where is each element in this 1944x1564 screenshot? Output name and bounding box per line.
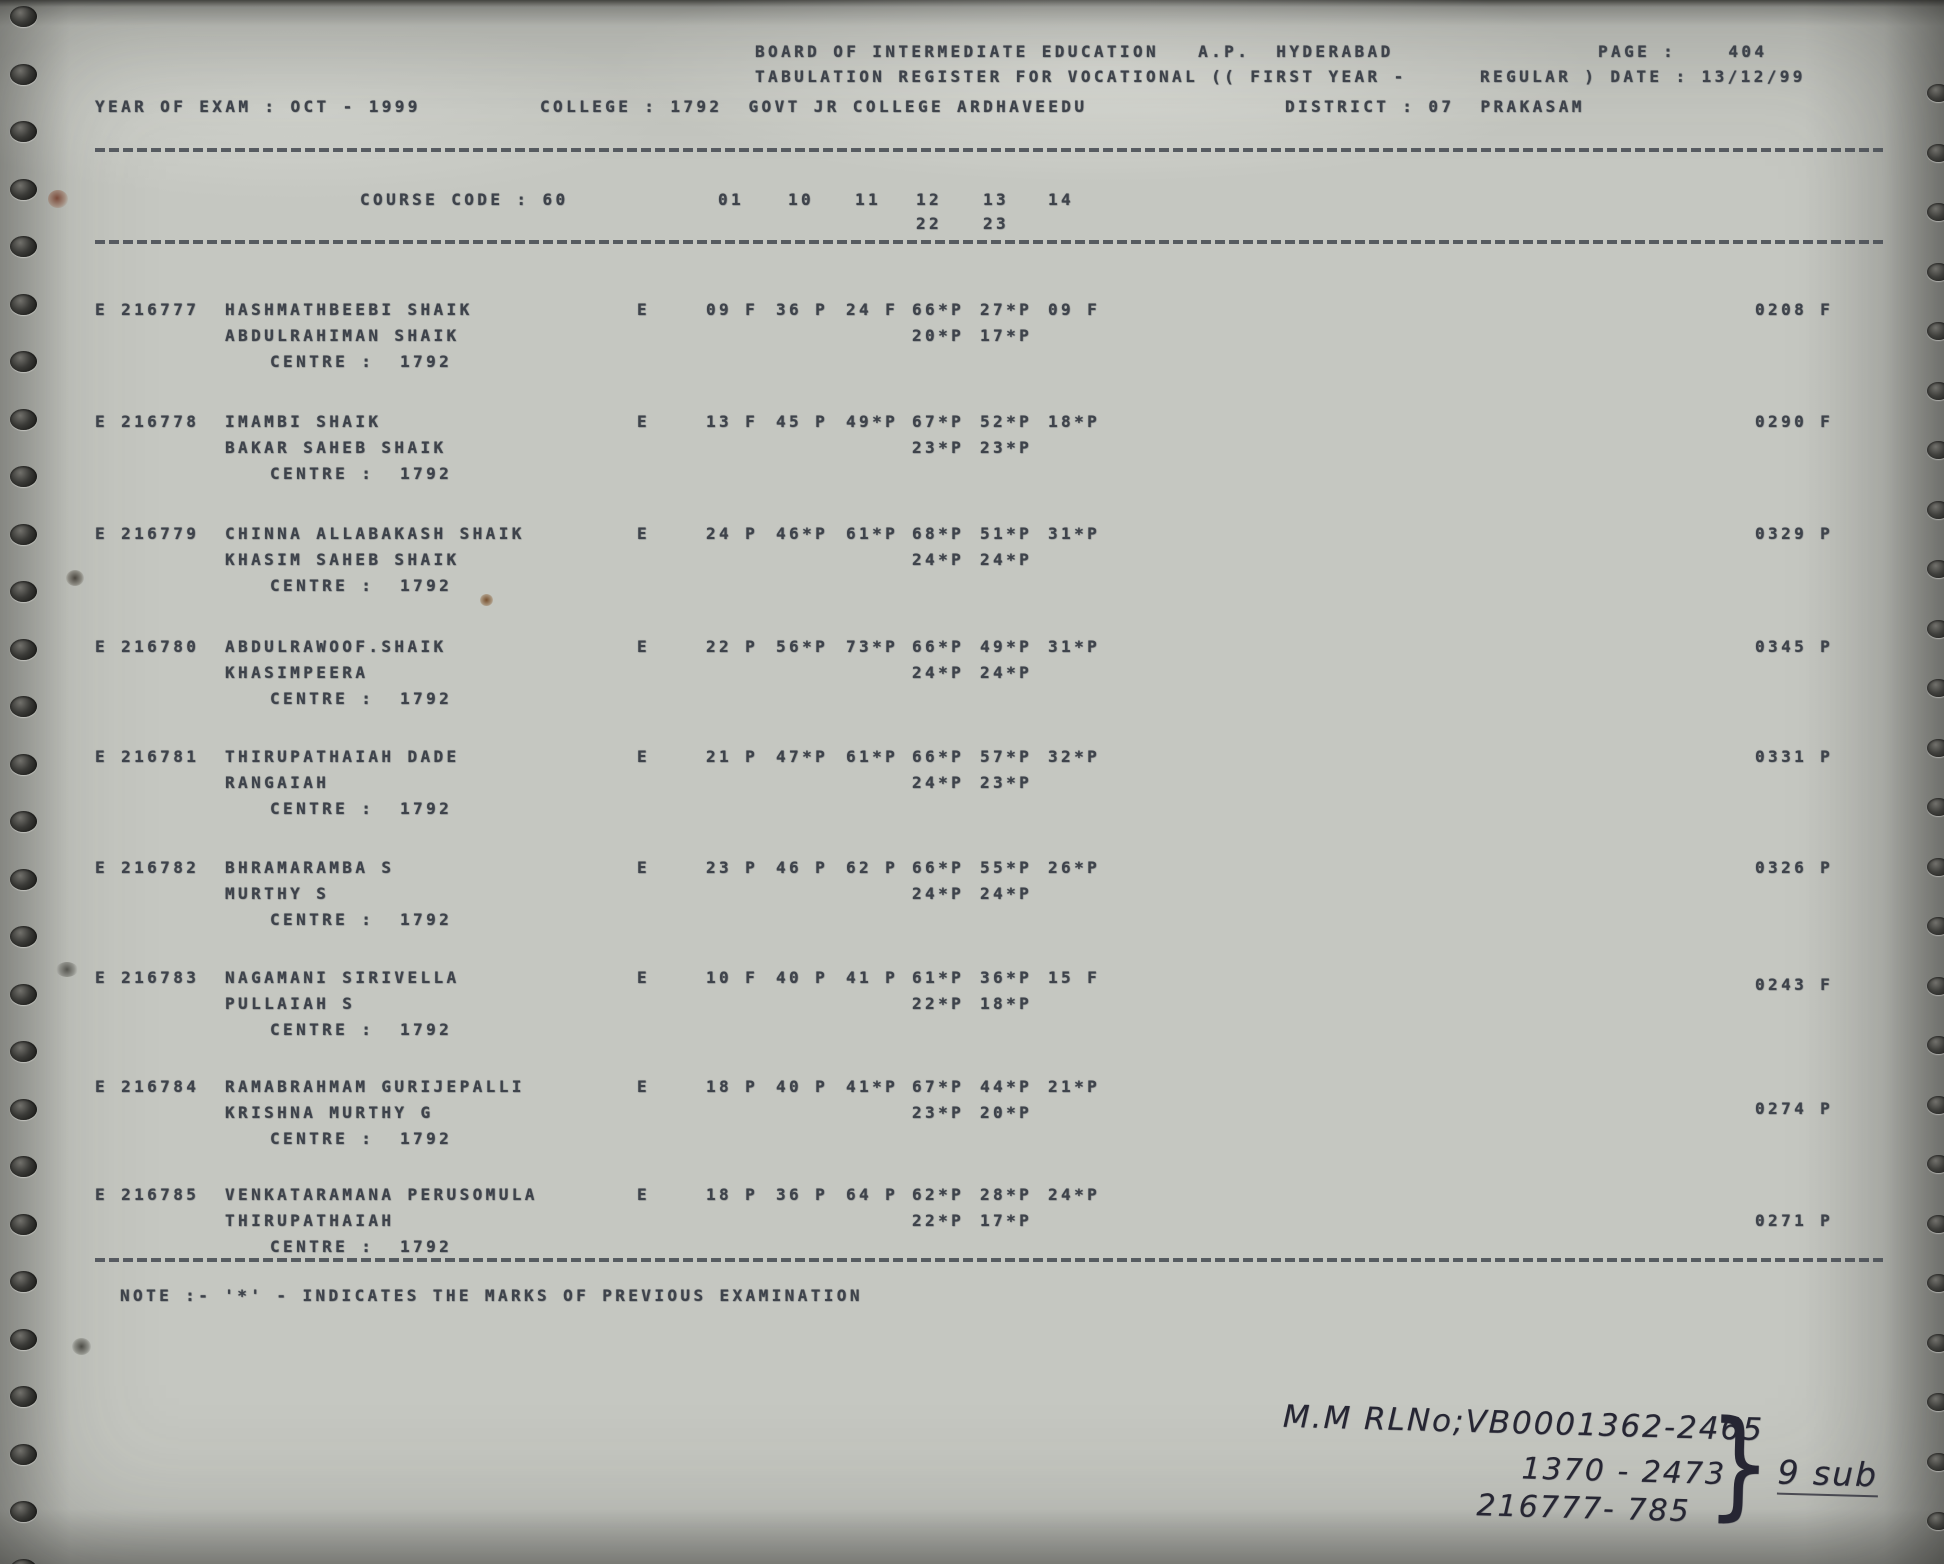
subject-mark: 66*P xyxy=(912,858,965,877)
binder-hole xyxy=(10,1041,37,1062)
binder-hole xyxy=(1927,1393,1944,1411)
subject-code: 01 xyxy=(718,190,745,209)
medium-code: E xyxy=(637,1185,651,1204)
subject-mark: 55*P xyxy=(980,858,1033,877)
handwriting-line-3: 216777- 785 xyxy=(1475,1488,1692,1530)
binder-hole xyxy=(10,696,37,717)
student-name: VENKATARAMANA PERUSOMULA xyxy=(225,1185,538,1204)
centre-code: 1792 xyxy=(400,1020,453,1039)
binder-hole xyxy=(10,351,37,372)
centre-code: 1792 xyxy=(400,799,453,818)
subject-mark-previous: 24*P xyxy=(912,663,965,682)
subject-mark-previous: 22*P xyxy=(912,994,965,1013)
parent-name: ABDULRAHIMAN SHAIK xyxy=(225,326,460,345)
subject-mark: 66*P xyxy=(912,747,965,766)
student-name: ABDULRAWOOF.SHAIK xyxy=(225,637,447,656)
subject-mark: 21 P xyxy=(706,747,759,766)
centre-label: CENTRE : xyxy=(270,799,375,818)
stain xyxy=(56,962,78,977)
subject-mark-previous: 23*P xyxy=(912,438,965,457)
board-title: BOARD OF INTERMEDIATE EDUCATION A.P. HYDERABAD xyxy=(755,42,1394,61)
medium-code: E xyxy=(637,412,651,431)
binder-hole xyxy=(10,64,37,85)
subject-mark: 62*P xyxy=(912,1185,965,1204)
subject-mark-previous: 20*P xyxy=(980,1103,1033,1122)
page-number: PAGE : 404 xyxy=(1598,42,1768,61)
subject-mark: 64 P xyxy=(846,1185,899,1204)
binder-hole xyxy=(10,984,37,1005)
medium-code: E xyxy=(637,300,651,319)
binder-hole xyxy=(1927,1453,1944,1471)
regular-date: REGULAR ) DATE : 13/12/99 xyxy=(1480,67,1806,86)
total-marks: 0345 P xyxy=(1755,637,1834,656)
medium-code: E xyxy=(637,637,651,656)
subject-mark-previous: 18*P xyxy=(980,994,1033,1013)
medium-code: E xyxy=(637,858,651,877)
stain xyxy=(48,190,68,208)
subject-mark: 61*P xyxy=(846,524,899,543)
centre-code: 1792 xyxy=(400,1129,453,1148)
subject-code: 11 xyxy=(855,190,882,209)
binder-hole xyxy=(10,1501,37,1522)
total-marks: 0326 P xyxy=(1755,858,1834,877)
binder-hole xyxy=(1927,144,1944,162)
binder-hole xyxy=(10,811,37,832)
record-reg-number: E 216780 xyxy=(95,637,200,656)
subject-mark: 18*P xyxy=(1048,412,1101,431)
binder-hole xyxy=(10,236,37,257)
binder-hole xyxy=(1927,1274,1944,1292)
subject-mark: 73*P xyxy=(846,637,899,656)
parent-name: THIRUPATHAIAH xyxy=(225,1211,395,1230)
binder-hole xyxy=(10,294,37,315)
separator-line-header xyxy=(95,240,1883,244)
binder-hole xyxy=(10,869,37,890)
total-marks: 0290 F xyxy=(1755,412,1834,431)
subject-mark: 15 F xyxy=(1048,968,1101,987)
subject-mark: 46 P xyxy=(776,858,829,877)
binder-hole xyxy=(10,6,37,27)
subject-mark: 24 F xyxy=(846,300,899,319)
binder-hole xyxy=(1927,84,1944,102)
subject-mark: 28*P xyxy=(980,1185,1033,1204)
footnote: NOTE :- '*' - INDICATES THE MARKS OF PREVIOUS EXAMINATION xyxy=(120,1286,863,1305)
binder-hole xyxy=(1927,977,1944,995)
binder-hole xyxy=(10,754,37,775)
subject-mark: 57*P xyxy=(980,747,1033,766)
subject-mark-previous: 24*P xyxy=(912,884,965,903)
centre-code: 1792 xyxy=(400,910,453,929)
binder-hole xyxy=(1927,858,1944,876)
subject-mark: 09 F xyxy=(706,300,759,319)
subject-mark: 61*P xyxy=(846,747,899,766)
college: COLLEGE : 1792 GOVT JR COLLEGE ARDHAVEEDU xyxy=(540,97,1088,116)
record-reg-number: E 216784 xyxy=(95,1077,200,1096)
subject-mark: 40 P xyxy=(776,968,829,987)
parent-name: RANGAIAH xyxy=(225,773,330,792)
total-marks: 0274 P xyxy=(1755,1099,1834,1118)
total-marks: 0331 P xyxy=(1755,747,1834,766)
subject-mark-previous: 24*P xyxy=(980,663,1033,682)
subject-code: 12 xyxy=(916,190,943,209)
total-marks: 0329 P xyxy=(1755,524,1834,543)
subject-code: 14 xyxy=(1048,190,1075,209)
binder-hole xyxy=(10,524,37,545)
subject-mark: 36 P xyxy=(776,1185,829,1204)
district: DISTRICT : 07 PRAKASAM xyxy=(1285,97,1585,116)
centre-label: CENTRE : xyxy=(270,910,375,929)
subject-mark-previous: 23*P xyxy=(912,1103,965,1122)
student-name: RAMABRAHMAM GURIJEPALLI xyxy=(225,1077,525,1096)
stain xyxy=(66,570,84,586)
student-name: THIRUPATHAIAH DADE xyxy=(225,747,460,766)
subject-mark-previous: 24*P xyxy=(912,550,965,569)
subject-mark: 47*P xyxy=(776,747,829,766)
subject-mark: 22 P xyxy=(706,637,759,656)
parent-name: MURTHY S xyxy=(225,884,330,903)
subject-mark: 36 P xyxy=(776,300,829,319)
medium-code: E xyxy=(637,968,651,987)
binder-hole xyxy=(10,639,37,660)
subject-mark: 46*P xyxy=(776,524,829,543)
parent-name: KHASIMPEERA xyxy=(225,663,369,682)
binder-hole xyxy=(1927,322,1944,340)
subject-mark: 41 P xyxy=(846,968,899,987)
subject-mark-previous: 24*P xyxy=(980,550,1033,569)
separator-line-top xyxy=(95,148,1883,152)
parent-name: KHASIM SAHEB SHAIK xyxy=(225,550,460,569)
centre-label: CENTRE : xyxy=(270,464,375,483)
binder-hole xyxy=(10,926,37,947)
subject-mark: 21*P xyxy=(1048,1077,1101,1096)
subject-code: 13 xyxy=(983,190,1010,209)
binder-hole xyxy=(1927,263,1944,281)
binder-hole xyxy=(1927,1155,1944,1173)
subject-mark-previous: 23*P xyxy=(980,773,1033,792)
subject-mark: 23 P xyxy=(706,858,759,877)
subject-code: 23 xyxy=(983,214,1010,233)
subject-mark: 18 P xyxy=(706,1185,759,1204)
medium-code: E xyxy=(637,1077,651,1096)
student-name: BHRAMARAMBA S xyxy=(225,858,395,877)
subject-mark: 68*P xyxy=(912,524,965,543)
subject-mark-previous: 17*P xyxy=(980,326,1033,345)
record-reg-number: E 216782 xyxy=(95,858,200,877)
handwriting-line-2: 1370 - 2473 xyxy=(1521,1451,1727,1493)
record-reg-number: E 216779 xyxy=(95,524,200,543)
subject-mark: 61*P xyxy=(912,968,965,987)
binder-hole xyxy=(1927,1036,1944,1054)
binder-hole xyxy=(10,581,37,602)
subject-mark: 31*P xyxy=(1048,524,1101,543)
subject-mark-previous: 24*P xyxy=(912,773,965,792)
subject-mark: 56*P xyxy=(776,637,829,656)
subject-mark: 32*P xyxy=(1048,747,1101,766)
subject-mark-previous: 24*P xyxy=(980,884,1033,903)
record-reg-number: E 216781 xyxy=(95,747,200,766)
binder-hole xyxy=(10,466,37,487)
binder-hole xyxy=(1927,382,1944,400)
student-name: IMAMBI SHAIK xyxy=(225,412,382,431)
total-marks: 0243 F xyxy=(1755,975,1834,994)
centre-label: CENTRE : xyxy=(270,1020,375,1039)
record-reg-number: E 216778 xyxy=(95,412,200,431)
binder-hole xyxy=(10,1329,37,1350)
subject-mark: 49*P xyxy=(980,637,1033,656)
record-reg-number: E 216783 xyxy=(95,968,200,987)
handwriting-brace: } xyxy=(1705,1393,1775,1534)
centre-label: CENTRE : xyxy=(270,689,375,708)
course-code-label: COURSE CODE : 60 xyxy=(360,190,569,209)
subject-mark: 49*P xyxy=(846,412,899,431)
subject-mark-previous: 22*P xyxy=(912,1211,965,1230)
record-reg-number: E 216777 xyxy=(95,300,200,319)
binder-hole xyxy=(10,179,37,200)
subject-mark: 67*P xyxy=(912,1077,965,1096)
centre-code: 1792 xyxy=(400,352,453,371)
centre-code: 1792 xyxy=(400,1237,453,1256)
record-reg-number: E 216785 xyxy=(95,1185,200,1204)
subject-mark: 10 F xyxy=(706,968,759,987)
binder-hole xyxy=(10,1271,37,1292)
binder-hole xyxy=(1927,798,1944,816)
binder-hole xyxy=(1927,1512,1944,1530)
binder-hole xyxy=(1927,739,1944,757)
binder-hole xyxy=(10,1559,37,1564)
separator-line-bottom xyxy=(95,1258,1883,1262)
student-name: HASHMATHBEEBI SHAIK xyxy=(225,300,473,319)
binder-hole xyxy=(1927,1334,1944,1352)
binder-hole xyxy=(10,1386,37,1407)
handwriting-line-1: M.M RLNo;VB0001362-2465 xyxy=(1282,1398,1765,1449)
centre-code: 1792 xyxy=(400,576,453,595)
binder-hole xyxy=(10,1214,37,1235)
subject-mark: 44*P xyxy=(980,1077,1033,1096)
subject-mark: 24 P xyxy=(706,524,759,543)
subject-mark: 40 P xyxy=(776,1077,829,1096)
centre-label: CENTRE : xyxy=(270,1237,375,1256)
subject-mark: 27*P xyxy=(980,300,1033,319)
binder-hole xyxy=(1927,917,1944,935)
subject-code: 10 xyxy=(788,190,815,209)
binder-hole xyxy=(10,409,37,430)
subject-mark: 24*P xyxy=(1048,1185,1101,1204)
medium-code: E xyxy=(637,524,651,543)
centre-code: 1792 xyxy=(400,464,453,483)
subject-mark: 41*P xyxy=(846,1077,899,1096)
subject-code: 22 xyxy=(916,214,943,233)
binder-hole xyxy=(1927,679,1944,697)
binder-hole xyxy=(1927,620,1944,638)
centre-code: 1792 xyxy=(400,689,453,708)
subject-mark: 45 P xyxy=(776,412,829,431)
subject-mark-previous: 23*P xyxy=(980,438,1033,457)
total-marks: 0271 P xyxy=(1755,1211,1834,1230)
binder-hole xyxy=(10,121,37,142)
subject-mark: 66*P xyxy=(912,637,965,656)
binder-hole xyxy=(1927,441,1944,459)
binder-hole xyxy=(1927,1096,1944,1114)
subject-mark-previous: 17*P xyxy=(980,1211,1033,1230)
handwriting-side-note: 9 sub xyxy=(1777,1453,1879,1498)
centre-label: CENTRE : xyxy=(270,576,375,595)
subject-mark: 36*P xyxy=(980,968,1033,987)
binder-hole xyxy=(10,1099,37,1120)
binder-hole xyxy=(1927,1215,1944,1233)
subject-mark: 13 F xyxy=(706,412,759,431)
subject-mark: 62 P xyxy=(846,858,899,877)
binder-hole xyxy=(1927,203,1944,221)
total-marks: 0208 F xyxy=(1755,300,1834,319)
binder-hole xyxy=(1927,560,1944,578)
subject-mark: 52*P xyxy=(980,412,1033,431)
student-name: CHINNA ALLABAKASH SHAIK xyxy=(225,524,525,543)
medium-code: E xyxy=(637,747,651,766)
binder-hole xyxy=(10,1156,37,1177)
subject-mark: 09 F xyxy=(1048,300,1101,319)
subject-mark: 51*P xyxy=(980,524,1033,543)
subject-mark: 31*P xyxy=(1048,637,1101,656)
parent-name: BAKAR SAHEB SHAIK xyxy=(225,438,447,457)
stain xyxy=(72,1338,91,1355)
student-name: NAGAMANI SIRIVELLA xyxy=(225,968,460,987)
stain xyxy=(480,594,493,606)
binder-hole xyxy=(1927,501,1944,519)
centre-label: CENTRE : xyxy=(270,1129,375,1148)
parent-name: PULLAIAH S xyxy=(225,994,356,1013)
centre-label: CENTRE : xyxy=(270,352,375,371)
register-title: TABULATION REGISTER FOR VOCATIONAL (( FIRST YEAR - xyxy=(755,67,1407,86)
subject-mark: 18 P xyxy=(706,1077,759,1096)
subject-mark: 26*P xyxy=(1048,858,1101,877)
subject-mark-previous: 20*P xyxy=(912,326,965,345)
year-of-exam: YEAR OF EXAM : OCT - 1999 xyxy=(95,97,421,116)
subject-mark: 66*P xyxy=(912,300,965,319)
subject-mark: 67*P xyxy=(912,412,965,431)
parent-name: KRISHNA MURTHY G xyxy=(225,1103,434,1122)
binder-hole xyxy=(10,1444,37,1465)
